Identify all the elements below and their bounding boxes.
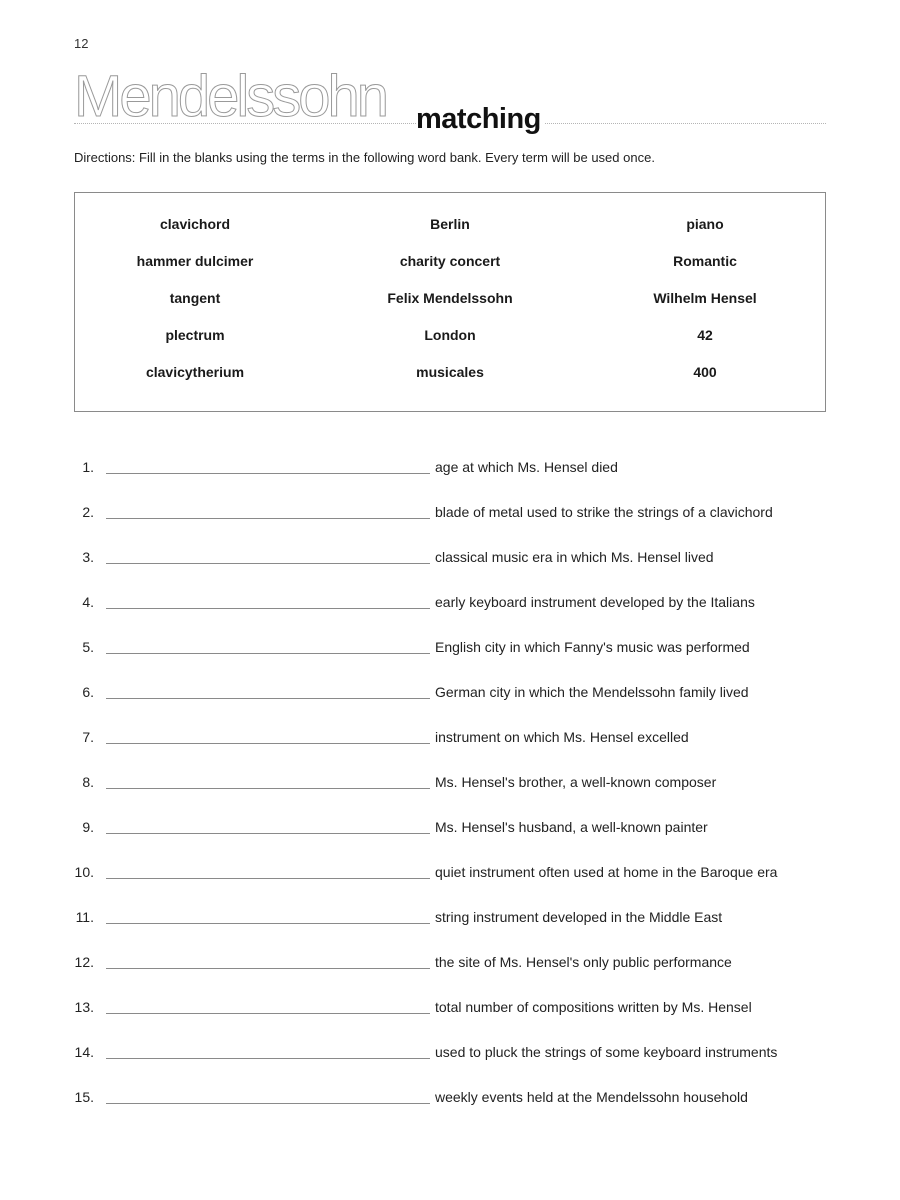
question-row [74, 1089, 826, 1134]
question-clue: the site of Ms. Hensel's only public performance [435, 954, 732, 970]
question-number: 10. [74, 864, 94, 880]
question-number: 11. [75, 909, 94, 925]
question-list [74, 459, 826, 1134]
answer-blank[interactable] [106, 833, 430, 834]
answer-blank[interactable] [106, 1058, 430, 1059]
composer-title: Mendelssohn [74, 64, 386, 129]
question-number: 13. [74, 999, 94, 1015]
question-clue: Ms. Hensel's husband, a well-known painter [435, 819, 708, 835]
answer-blank[interactable] [106, 563, 430, 564]
answer-blank[interactable] [106, 518, 430, 519]
answer-blank[interactable] [106, 1013, 430, 1014]
question-row [74, 504, 826, 549]
question-row [74, 819, 826, 864]
question-row [74, 594, 826, 639]
activity-title: matching [416, 104, 545, 134]
word-bank-term: 400 [693, 364, 717, 380]
question-clue: Ms. Hensel's brother, a well-known composer [435, 774, 717, 790]
answer-blank[interactable] [106, 473, 430, 474]
page-number: 12 [74, 36, 89, 51]
answer-blank[interactable] [106, 653, 430, 654]
word-bank-term: musicales [416, 364, 484, 380]
question-clue: German city in which the Mendelssohn family lived [435, 684, 749, 700]
question-row [74, 954, 826, 999]
question-row [74, 459, 826, 504]
word-bank [74, 192, 826, 412]
word-bank-term: piano [686, 216, 724, 232]
answer-blank[interactable] [106, 743, 430, 744]
word-bank-term: plectrum [165, 327, 225, 343]
title-block [74, 64, 826, 135]
word-bank-term: Wilhelm Hensel [653, 290, 757, 306]
answer-blank[interactable] [106, 1103, 430, 1104]
question-clue: English city in which Fanny's music was performed [435, 639, 750, 655]
question-row [74, 729, 826, 774]
question-row [74, 639, 826, 684]
word-bank-term: 42 [697, 327, 713, 343]
question-number: 3. [82, 549, 94, 565]
answer-blank[interactable] [106, 878, 430, 879]
question-row [74, 864, 826, 909]
question-row [74, 549, 826, 594]
question-number: 8. [82, 774, 94, 790]
word-bank-term: London [424, 327, 476, 343]
word-bank-term: Felix Mendelssohn [387, 290, 513, 306]
question-row [74, 1044, 826, 1089]
question-number: 12. [74, 954, 94, 970]
answer-blank[interactable] [106, 968, 430, 969]
question-number: 1. [82, 459, 94, 475]
answer-blank[interactable] [106, 788, 430, 789]
word-bank-term: Romantic [673, 253, 737, 269]
word-bank-grid [75, 215, 825, 381]
question-number: 9. [82, 819, 94, 835]
word-bank-term: Berlin [430, 216, 470, 232]
question-number: 7. [82, 729, 94, 745]
question-number: 6. [82, 684, 94, 700]
question-number: 5. [82, 639, 94, 655]
question-clue: weekly events held at the Mendelssohn household [435, 1089, 748, 1105]
question-number: 2. [82, 504, 94, 520]
word-bank-term: charity concert [399, 253, 501, 269]
answer-blank[interactable] [106, 698, 430, 699]
question-clue: classical music era in which Ms. Hensel lived [435, 549, 714, 565]
word-bank-term: tangent [169, 290, 221, 306]
question-number: 4. [82, 594, 94, 610]
answer-blank[interactable] [106, 923, 430, 924]
question-clue: quiet instrument often used at home in the Baroque era [435, 864, 778, 880]
question-row [74, 999, 826, 1044]
word-bank-term: clavicytherium [145, 364, 245, 380]
question-clue: string instrument developed in the Middle East [435, 909, 723, 925]
question-row [74, 684, 826, 729]
question-clue: instrument on which Ms. Hensel excelled [435, 729, 689, 745]
question-clue: total number of compositions written by Ms. Hensel [435, 999, 752, 1015]
question-row [74, 774, 826, 819]
word-bank-term: clavichord [159, 216, 231, 232]
question-clue: age at which Ms. Hensel died [435, 459, 618, 475]
directions: Directions: Fill in the blanks using the terms in the following word bank. Every term will be used once. [74, 150, 655, 165]
question-clue: early keyboard instrument developed by the Italians [435, 594, 755, 610]
question-row [74, 909, 826, 954]
word-bank-term: hammer dulcimer [136, 253, 254, 269]
question-clue: used to pluck the strings of some keyboard instruments [435, 1044, 778, 1060]
question-number: 15. [74, 1089, 94, 1105]
question-clue: blade of metal used to strike the strings of a clavichord [435, 504, 773, 520]
answer-blank[interactable] [106, 608, 430, 609]
question-number: 14. [74, 1044, 94, 1060]
